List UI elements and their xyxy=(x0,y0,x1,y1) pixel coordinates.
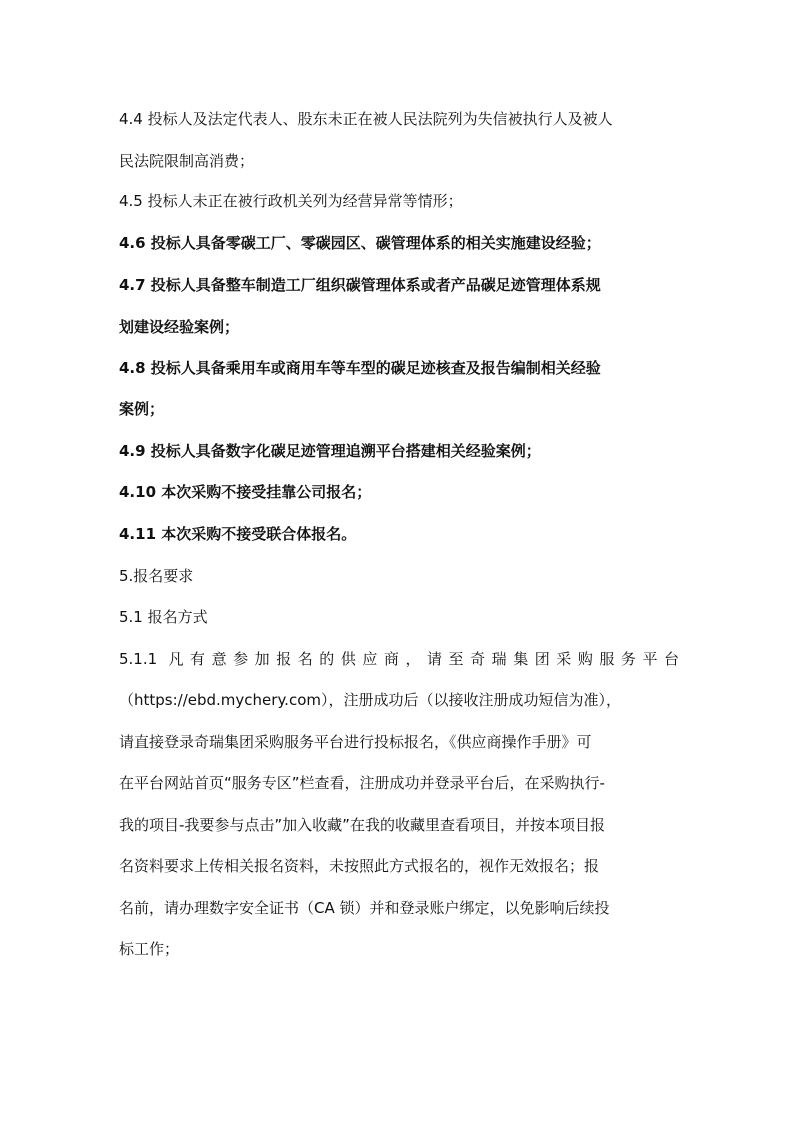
text-line-4-8: 4.8 投标人具备乘用车或商用车等车型的碳足迹核查及报告编制相关经验 xyxy=(119,359,601,377)
text-line-4-11: 4.11 本次采购不接受联合体报名。 xyxy=(119,525,357,543)
text-line-4-4: 4.4 投标人及法定代表人、股东未正在被人民法院列为失信被执行人及被人 xyxy=(119,110,613,128)
text-line-5-1-1-cont-3: 我的项目-我要参与点击”加入收藏”在我的收藏里查看项目，并按本项目报 xyxy=(119,816,605,834)
section-heading-5: 5.报名要求 xyxy=(119,567,194,585)
text-line-4-7: 4.7 投标人具备整车制造工厂组织碳管理体系或者产品碳足迹管理体系规 xyxy=(119,276,601,294)
section-heading-5-1: 5.1 报名方式 xyxy=(119,608,208,626)
text-line-4-4-cont: 民法院限制高消费； xyxy=(119,152,255,170)
text-line-4-10: 4.10 本次采购不接受挂靠公司报名； xyxy=(119,483,372,501)
text-line-4-8-cont: 案例； xyxy=(119,400,165,418)
text-line-4-6: 4.6 投标人具备零碳工厂、零碳园区、碳管理体系的相关实施建设经验； xyxy=(119,234,601,252)
text-line-5-1-1: 5.1.1 凡有意参加报名的供应商，请至奇瑞集团采购服务平台 xyxy=(119,650,679,668)
text-line-5-1-1-cont-2: 在平台网站首页“服务专区”栏查看，注册成功并登录平台后，在采购执行- xyxy=(119,774,605,792)
text-line-4-7-cont: 划建设经验案例； xyxy=(119,318,240,336)
text-line-5-1-1-cont-1: 请直接登录奇瑞集团采购服务平台进行投标报名，《供应商操作手册》可 xyxy=(119,733,592,751)
text-line-5-1-1-cont-5: 名前，请办理数字安全证书（CA 锁）并和登录账户绑定，以免影响后续投 xyxy=(119,899,610,917)
text-line-5-1-1-cont-6: 标工作； xyxy=(119,940,180,958)
text-line-4-9: 4.9 投标人具备数字化碳足迹管理追溯平台搭建相关经验案例； xyxy=(119,442,541,460)
text-line-5-1-1-cont-4: 名资料要求上传相关报名资料，未按照此方式报名的，视作无效报名；报 xyxy=(119,857,600,875)
text-line-4-5: 4.5 投标人未正在被行政机关列为经营异常等情形； xyxy=(119,192,463,210)
text-line-5-1-1-url: （https://ebd.mychery.com），注册成功后（以接收注册成功短信为准）， xyxy=(119,691,621,709)
